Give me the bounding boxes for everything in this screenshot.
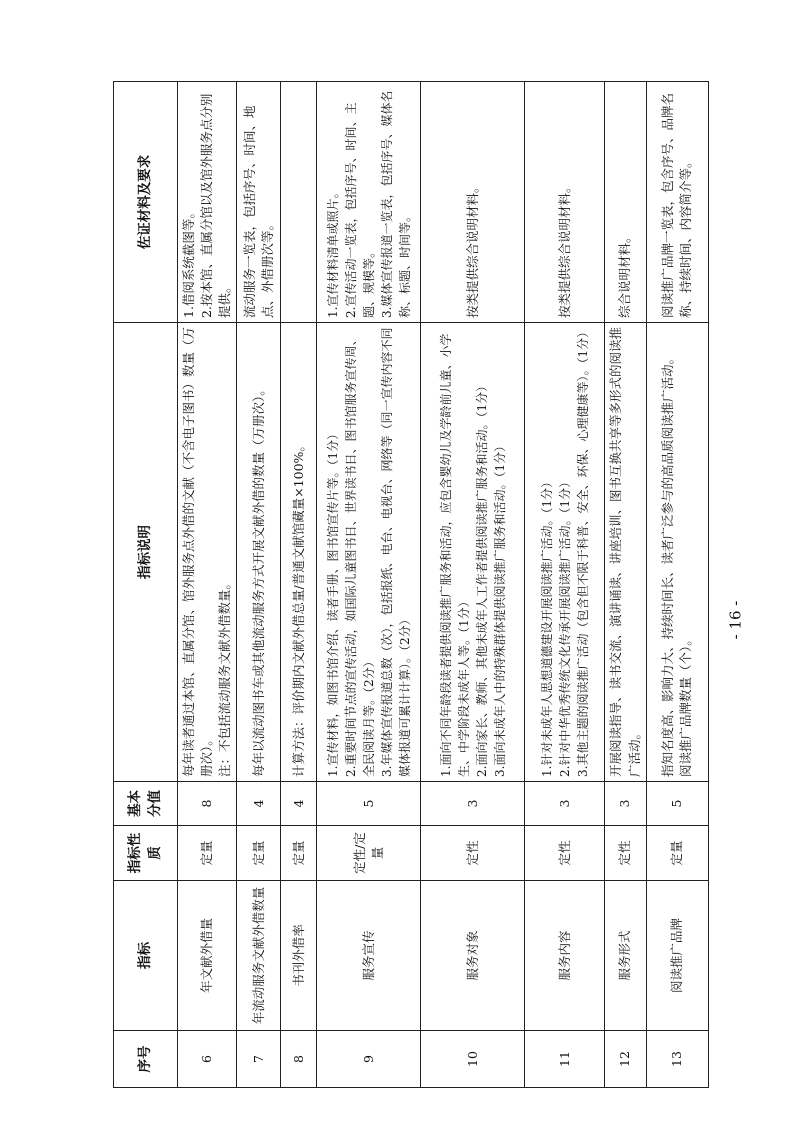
- header-score: 基本分值: [114, 782, 178, 826]
- row-indicator: 年流动服务文献外借数量: [237, 881, 281, 1031]
- row-score: 5: [317, 782, 421, 826]
- table-row: [605, 82, 646, 1088]
- row-score: 5: [646, 782, 708, 826]
- row-no: 11: [525, 1031, 605, 1088]
- row-indicator: 服务宣传: [317, 881, 421, 1031]
- row-indicator: 阅读推广品牌: [646, 881, 708, 1031]
- table-row: [525, 82, 605, 1088]
- table-row: [281, 82, 317, 1088]
- table-row: [646, 82, 708, 1088]
- row-explanation: 计算方法：评价期内文献外借总量/普通文献馆藏量×100%。: [281, 323, 317, 782]
- row-score: 3: [605, 782, 646, 826]
- row-indicator: 服务形式: [605, 881, 646, 1031]
- row-explanation: 指知名度高、影响力大、持续时间长、读者广泛参与的高品质阅读推广活动。 阅读推广品牌数量（个）。: [646, 323, 708, 782]
- row-score: 3: [421, 782, 525, 826]
- row-evidence: [281, 82, 317, 323]
- row-no: 12: [605, 1031, 646, 1088]
- row-score: 4: [237, 782, 281, 826]
- row-explanation: 1.针对未成年人思想道德建设开展阅读推广活动。（1分） 2.针对中华优秀传统文化传承开展阅读推广活动。（1分） 3.其他主题的阅读推广活动（包含但不限于科普、安全、环保、心理健康等）。（1分）: [525, 323, 605, 782]
- row-nature: 定量: [178, 826, 237, 881]
- row-indicator: 服务内容: [525, 881, 605, 1031]
- row-score: 3: [525, 782, 605, 826]
- header-evidence: 佐证材料及要求: [114, 82, 178, 323]
- row-nature: 定量: [237, 826, 281, 881]
- row-indicator: 服务对象: [421, 881, 525, 1031]
- row-nature: 定性: [421, 826, 525, 881]
- row-evidence: 流动服务一览表，包括序号、时间、地点、外借册次等。: [237, 82, 281, 323]
- row-explanation: 每年以流动图书车或其他流动服务方式开展文献外借的数量（万册次）。: [237, 323, 281, 782]
- row-no: 8: [281, 1031, 317, 1088]
- row-nature: 定性/定量: [317, 826, 421, 881]
- row-no: 13: [646, 1031, 708, 1088]
- row-indicator: 书刊外借率: [281, 881, 317, 1031]
- row-no: 7: [237, 1031, 281, 1088]
- table-row: [421, 82, 525, 1088]
- page-number: [720, 590, 750, 650]
- row-evidence: 1.宣传材料清单或照片。 2.宣传活动一览表，包括序号、时间、主题、规模等。 3.媒体宣传报道一览表，包括序号、媒体名称、标题、时间等。: [317, 82, 421, 323]
- row-nature: 定性: [525, 826, 605, 881]
- row-explanation: 每年读者通过本馆、直属分馆、馆外服务点外借的文献（不含电子图书）数量（万册次）。 注：不包括流动服务文献外借数量。: [178, 323, 237, 782]
- row-explanation: 1.宣传材料，如图书馆介绍、读者手册、图书馆宣传片等。（1分） 2.重要时间节点的宣传活动，如国际儿童图书日、世界读书日、图书馆服务宣传周、全民阅读月等。（2分） 3.年媒体宣传报道总数（次），包括报纸、电台、电视台、网络等（同一宣传内容不同媒体报道可累计计算）。（2分）: [317, 323, 421, 782]
- row-evidence: 综合说明材料。: [605, 82, 646, 323]
- page-number-text: - 16 -: [726, 600, 745, 640]
- row-evidence: 按类提供综合说明材料。: [525, 82, 605, 323]
- row-evidence: 阅读推广品牌一览表，包含序号、品牌名称、持续时间、内容简介等。: [646, 82, 708, 323]
- indicator-table: [113, 81, 709, 1088]
- row-explanation: 开展阅读指导、读书交流、演讲诵读、讲座培训、图书互换共享等多形式的阅读推广活动。: [605, 323, 646, 782]
- row-no: 9: [317, 1031, 421, 1088]
- table-row: [237, 82, 281, 1088]
- row-indicator: 年文献外借量: [178, 881, 237, 1031]
- row-score: 4: [281, 782, 317, 826]
- row-explanation: 1.面向不同年龄段读者提供阅读推广服务和活动，应包含婴幼儿及学龄前儿童、小学生、中学阶段未成年人等。（1分） 2.面向家长、教师、其他未成年人工作者提供阅读推广服务和活动。（1分） 3.面向未成年人中的特殊群体提供阅读推广服务和活动。（1分）: [421, 323, 525, 782]
- header-indicator: 指标: [114, 881, 178, 1031]
- header-row: [114, 82, 178, 1088]
- row-nature: 定量: [281, 826, 317, 881]
- header-no: 序号: [114, 1031, 178, 1088]
- rotated-table-frame: [113, 82, 694, 1088]
- row-nature: 定性: [605, 826, 646, 881]
- header-explanation: 指标说明: [114, 323, 178, 782]
- row-nature: 定量: [646, 826, 708, 881]
- row-evidence: 按类提供综合说明材料。: [421, 82, 525, 323]
- table-row: [178, 82, 237, 1088]
- row-evidence: 1.借阅系统截图等。 2.按本馆、直属分馆以及馆外服务点分别提供。: [178, 82, 237, 323]
- row-score: 8: [178, 782, 237, 826]
- header-nature: 指标性质: [114, 826, 178, 881]
- row-no: 6: [178, 1031, 237, 1088]
- indicator-table-wrapper: [113, 82, 694, 1088]
- table-row: [317, 82, 421, 1088]
- row-no: 10: [421, 1031, 525, 1088]
